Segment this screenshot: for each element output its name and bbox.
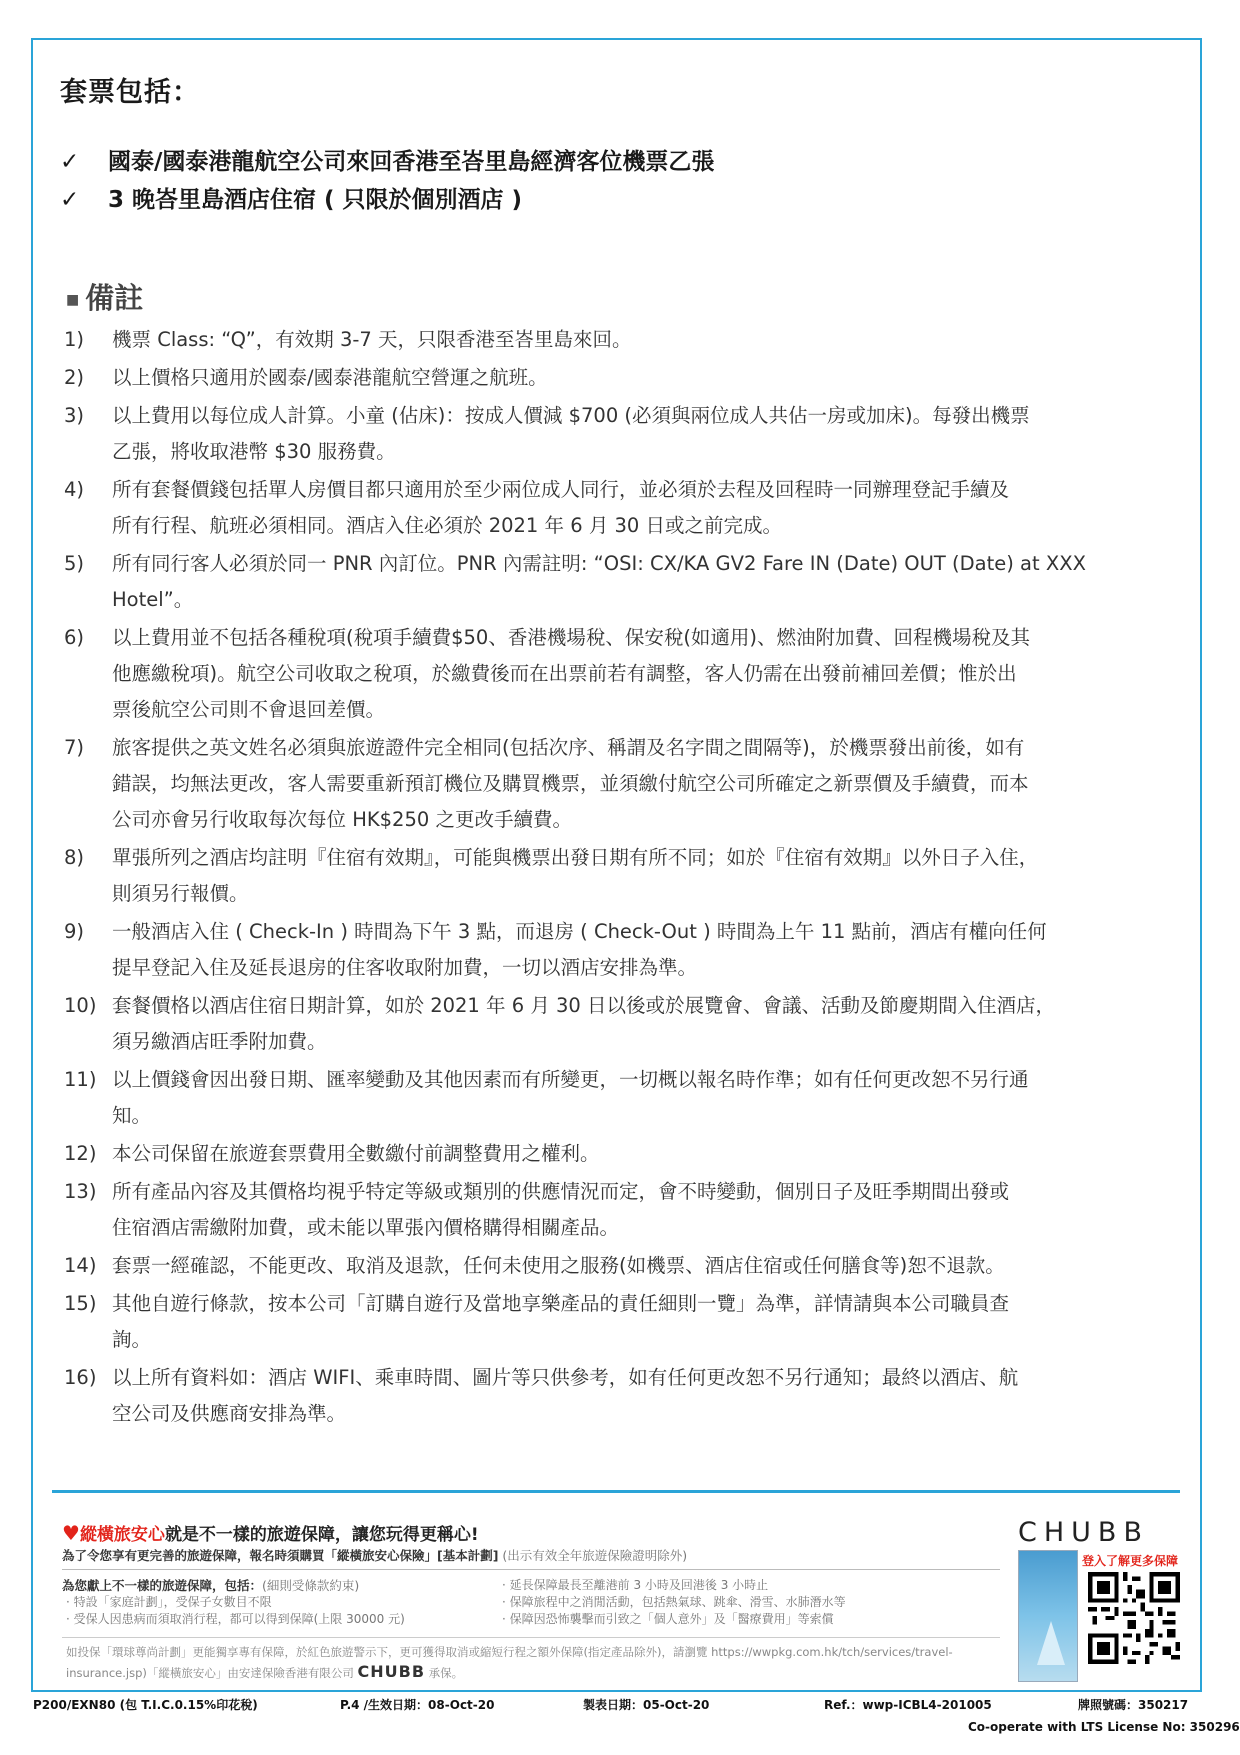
note-number: 4) (64, 478, 85, 501)
note-number: 5) (64, 552, 85, 575)
note-number: 6) (64, 626, 85, 649)
square-bullet-icon: ■ (66, 292, 80, 308)
inclusion-text: 3 晚峇里島酒店住宿 ( 只限於個別酒店 ) (108, 187, 523, 213)
note-item (64, 1286, 1174, 1358)
note-number: 12) (64, 1142, 97, 1165)
footer-reference: Ref.：wwp-ICBL4-201005 (824, 1698, 992, 1712)
footer-cooperation: Co-operate with LTS License No: 350296 (968, 1720, 1240, 1734)
note-line: 以上費用並不包括各種稅項(稅項手續費$50、香港機場稅、保安稅(如適用)、燃油附加費、回程機場稅及其 (112, 626, 1031, 649)
inclusion-text: 國泰/國泰港龍航空公司來回香港至峇里島經濟客位機票乙張 (108, 149, 715, 175)
note-line: Hotel”。 (112, 588, 194, 611)
note-item (64, 1174, 1174, 1246)
note-line: 詢。 (112, 1328, 152, 1351)
insurance-rule-2 (62, 1637, 1000, 1638)
note-text (112, 1286, 1174, 1358)
note-number: 8) (64, 846, 85, 869)
note-line: 所有同行客人必須於同一 PNR 內訂位。PNR 內需註明: “OSI: CX/KA GV2 Fare IN (Date) OUT (Date) at XXX (112, 552, 1086, 575)
note-line: 套餐價格以酒店住宿日期計算，如於 2021 年 6 月 30 日以後或於展覽會、會議、活動及節慶期間入住酒店， (112, 994, 1056, 1017)
note-item (64, 546, 1174, 618)
chubb-logo: CHUBB (1018, 1517, 1149, 1548)
insurance-footnote-line (66, 1662, 1006, 1683)
note-item (64, 360, 1174, 396)
footer-licence: 牌照號碼：350217 (1078, 1698, 1189, 1712)
note-text (112, 322, 1174, 358)
note-item (64, 988, 1174, 1060)
chubb-inline-logo: CHUBB (357, 1662, 426, 1681)
note-item (64, 1248, 1174, 1284)
note-line: 所有行程、航班必須相同。酒店入住必須於 2021 年 6 月 30 日或之前完成。 (112, 514, 783, 537)
note-item (64, 1360, 1174, 1432)
insurance-footnote (66, 1643, 1006, 1683)
note-line: 他應繳稅項)。航空公司收取之稅項，於繳費後而在出票前若有調整，客人仍需在出發前補回差價；惟於出 (112, 662, 1017, 685)
note-number: 14) (64, 1254, 97, 1277)
note-number: 2) (64, 366, 85, 389)
note-text (112, 1136, 1174, 1172)
insurance-offer (62, 1576, 359, 1594)
note-number: 13) (64, 1180, 97, 1203)
insurance-point: · 延長保障最長至離港前 3 小時及回港後 3 小時止 (502, 1578, 769, 1592)
footnote-text: insurance.jsp)「縱橫旅安心」由安達保險香港有限公司 (66, 1666, 358, 1680)
notes-title-text: 備註 (85, 281, 144, 315)
insurance-rule (62, 1569, 1000, 1570)
insurance-points-left (66, 1594, 405, 1628)
note-line: 知。 (112, 1104, 152, 1127)
note-line: 公司亦會另行收取每次每位 HK$250 之更改手續費。 (112, 808, 572, 831)
note-number: 7) (64, 736, 85, 759)
brochure-image (1018, 1550, 1078, 1682)
note-number: 11) (64, 1068, 97, 1091)
note-text (112, 730, 1174, 838)
footer-page-effective-date: P.4 /生效日期：08-Oct-20 (340, 1698, 495, 1712)
note-text (112, 1248, 1174, 1284)
note-line: 以上所有資料如：酒店 WIFI、乘車時間、圖片等只供參考，如有任何更改恕不另行通知；最終以酒店、航 (112, 1366, 1019, 1389)
notes-title (66, 276, 143, 317)
note-line: 所有套餐價錢包括單人房價目都只適用於至少兩位成人同行，並必須於去程及回程時一同辦理登記手續及 (112, 478, 1010, 501)
check-icon: ✓ (60, 149, 80, 175)
heart-icon: ♥ (62, 1521, 80, 1545)
note-text (112, 840, 1174, 912)
footer-made-date: 製表日期：05-Oct-20 (583, 1698, 710, 1712)
package-title: 套票包括： (60, 77, 200, 108)
note-line: 須另繳酒店旺季附加費。 (112, 1030, 327, 1053)
note-text (112, 988, 1174, 1060)
insurance-point: · 保障旅程中之消閒活動，包括熱氣球、跳傘、滑雪、水肺潛水等 (502, 1595, 846, 1609)
insurance-point: · 受保人因患病而須取消行程，都可以得到保障(上限 30000 元) (66, 1612, 405, 1626)
note-item (64, 620, 1174, 728)
note-item (64, 398, 1174, 470)
insurance-offer-note: (細則受條款約束) (262, 1578, 360, 1593)
note-text (112, 360, 1174, 396)
note-text (112, 620, 1174, 728)
insurance-requirement-note: (出示有效全年旅遊保險證明除外) (498, 1548, 688, 1563)
note-item (64, 1062, 1174, 1134)
note-line: 空公司及供應商安排為準。 (112, 1402, 347, 1425)
note-line: 以上價錢會因出發日期、匯率變動及其他因素而有所變更，一切概以報名時作準；如有任何更改恕不另行通 (112, 1068, 1029, 1091)
qr-code-icon[interactable] (1088, 1572, 1180, 1664)
inclusion-item (60, 181, 522, 214)
insurance-headline (62, 1520, 479, 1545)
note-line: 套票一經確認，不能更改、取消及退款，任何未使用之服務(如機票、酒店住宿或任何膳食等)恕不退款。 (112, 1254, 1005, 1277)
note-line: 本公司保留在旅遊套票費用全數繳付前調整費用之權利。 (112, 1142, 600, 1165)
insurance-requirement-bold: 為了令您享有更完善的旅遊保障，報名時須購買「縱橫旅安心保險」[基本計劃] (62, 1548, 499, 1563)
insurance-offer-bold: 為您獻上不一樣的旅遊保障，包括： (62, 1578, 263, 1593)
insurance-point: · 特設「家庭計劃」，受保子女數目不限 (66, 1595, 272, 1609)
note-item (64, 914, 1174, 986)
note-text (112, 1062, 1174, 1134)
note-number: 10) (64, 994, 97, 1017)
insurance-point: · 保障因恐怖襲擊而引致之「個人意外」及「醫療費用」等索償 (502, 1612, 834, 1626)
note-item (64, 1136, 1174, 1172)
note-item (64, 840, 1174, 912)
qr-call-to-action: 登入了解更多保障 (1082, 1554, 1179, 1568)
insurance-requirement (62, 1546, 687, 1564)
note-line: 住宿酒店需繳附加費，或未能以單張內價格購得相關產品。 (112, 1216, 620, 1239)
note-item (64, 472, 1174, 544)
note-item (64, 730, 1174, 838)
note-line: 旅客提供之英文姓名必須與旅遊證件完全相同(包括次序、稱謂及名字間之間隔等)，於機票發出前後，如有 (112, 736, 1025, 759)
note-number: 16) (64, 1366, 97, 1389)
note-line: 以上費用以每位成人計算。小童 (佔床)：按成人價減 $700 (必須與兩位成人共佔一房或加床)。每發出機票 (112, 404, 1030, 427)
note-number: 1) (64, 328, 85, 351)
note-number: 3) (64, 404, 85, 427)
note-item (64, 322, 1174, 358)
insurance-points-right (502, 1577, 846, 1628)
note-text (112, 398, 1174, 470)
insurance-footnote-line: 如投保「環球尊尚計劃」更能獨享專有保障，於紅色旅遊警示下，更可獲得取消或縮短行程之額外保障(指定產品除外)，請瀏覽 https://wwpkg.com.hk/tch/services/travel- (66, 1645, 953, 1659)
footer-product-code: P200/EXN80 (包 T.I.C.0.15%印花稅) (33, 1698, 258, 1712)
note-text (112, 1174, 1174, 1246)
note-line: 錯誤，均無法更改，客人需要重新預訂機位及購買機票，並須繳付航空公司所確定之新票價及手續費，而本 (112, 772, 1029, 795)
footnote-text: 承保。 (425, 1666, 464, 1680)
note-text (112, 914, 1174, 986)
insurance-headline-text: 就是不一樣的旅遊保障，讓您玩得更稱心! (164, 1525, 479, 1545)
note-line: 乙張，將收取港幣 $30 服務費。 (112, 440, 396, 463)
note-text (112, 472, 1174, 544)
note-line: 所有產品內容及其價格均視乎特定等級或類別的供應情況而定，會不時變動，個別日子及旺季期間出發或 (112, 1180, 1010, 1203)
note-text (112, 1360, 1174, 1432)
inclusion-item (60, 143, 714, 176)
note-line: 機票 Class: “Q”，有效期 3-7 天，只限香港至峇里島來回。 (112, 328, 632, 351)
note-line: 票後航空公司則不會退回差價。 (112, 698, 386, 721)
note-line: 單張所列之酒店均註明『住宿有效期』，可能與機票出發日期有所不同；如於『住宿有效期』以外日子入住， (112, 846, 1039, 869)
note-line: 一般酒店入住 ( Check-In ) 時間為下午 3 點，而退房 ( Check-Out ) 時間為上午 11 點前，酒店有權向任何 (112, 920, 1047, 943)
note-line: 以上價格只適用於國泰/國泰港龍航空營運之航班。 (112, 366, 548, 389)
insurance-brand: 縱橫旅安心 (79, 1525, 165, 1545)
section-divider (52, 1490, 1180, 1493)
note-line: 則須另行報價。 (112, 882, 249, 905)
note-line: 提早登記入住及延長退房的住客收取附加費，一切以酒店安排為準。 (112, 956, 698, 979)
note-text (112, 546, 1174, 618)
note-number: 9) (64, 920, 85, 943)
note-number: 15) (64, 1292, 97, 1315)
check-icon: ✓ (60, 187, 80, 213)
note-line: 其他自遊行條款，按本公司「訂購自遊行及當地享樂產品的責任細則一覽」為準，詳情請與本公司職員查 (112, 1292, 1010, 1315)
